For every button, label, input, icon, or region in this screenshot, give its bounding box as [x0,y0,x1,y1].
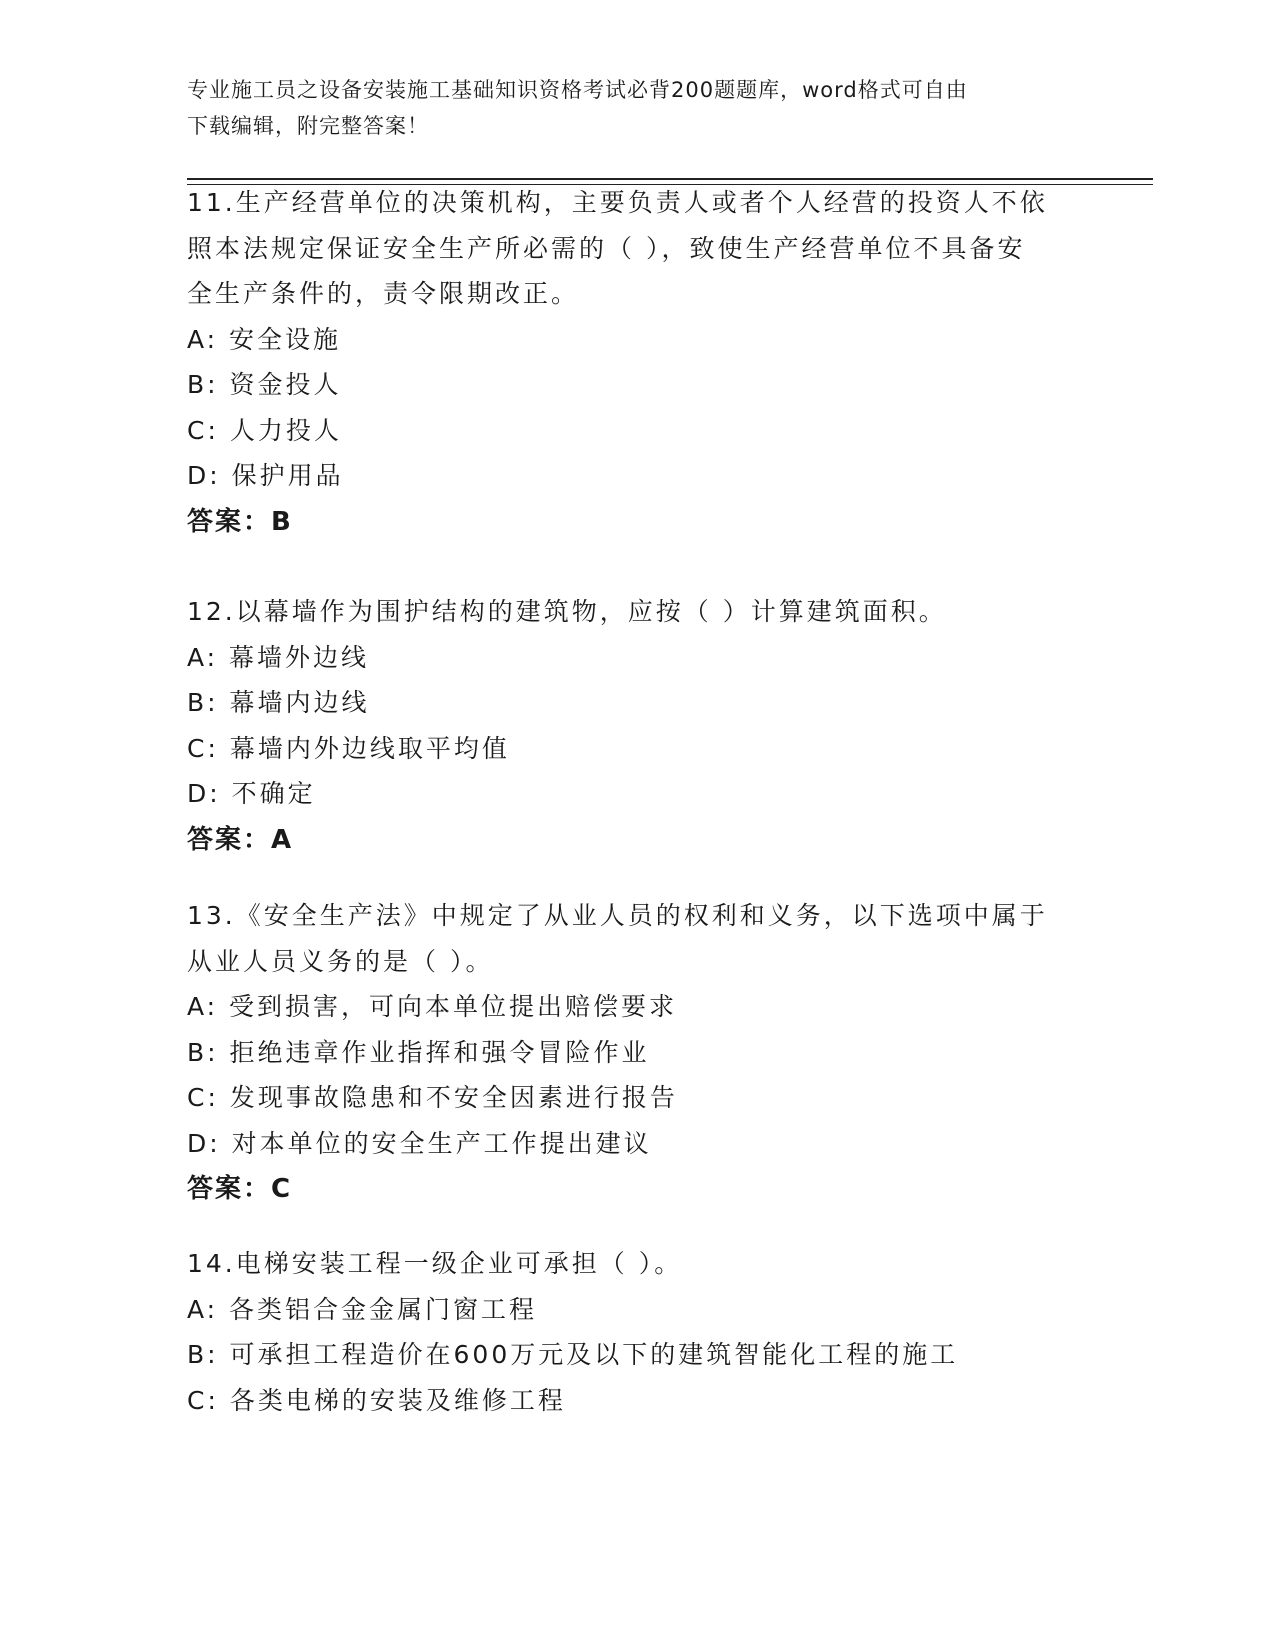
option-b: B: 可承担工程造价在600万元及以下的建筑智能化工程的施工 [187,1340,959,1369]
option-b: B: 资金投人 [187,370,342,399]
option-d: D: 保护用品 [187,461,344,490]
question-stem-line: 13.《安全生产法》中规定了从业人员的权利和义务，以下选项中属于 [187,901,1048,930]
option-c: C: 各类电梯的安装及维修工程 [187,1385,566,1415]
header-line-2: 下载编辑，附完整答案！ [187,114,429,138]
option-a: A: 受到损害，可向本单位提出赔偿要求 [187,992,678,1021]
option-d: D: 对本单位的安全生产工作提出建议 [187,1128,652,1158]
question-stem-line: 11.生产经营单位的决策机构，主要负责人或者个人经营的投资人不依 [187,188,1048,217]
option-d: D: 不确定 [187,779,316,808]
option-b: B: 拒绝违章作业指挥和强令冒险作业 [187,1037,650,1067]
question-stem-line: 12.以幕墙作为围护结构的建筑物，应按（ ）计算建筑面积。 [187,597,947,626]
option-c: C: 幕墙内外边线取平均值 [187,733,510,763]
option-a: A: 幕墙外边线 [187,642,370,672]
answer-label: 答案：C [187,1174,293,1204]
answer-label: 答案：A [187,824,294,855]
header-line-1: 专业施工员之设备安装施工基础知识资格考试必背200题题库，word格式可自由 [187,78,968,102]
option-b: B: 幕墙内边线 [187,688,370,717]
question-13 [187,893,1087,1212]
question-stem-line: 照本法规定保证安全生产所必需的（ ），致使生产经营单位不具备安 [187,233,1026,263]
option-a: A: 各类铝合金金属门窗工程 [187,1294,538,1324]
option-c: C: 人力投人 [187,415,342,445]
question-11 [187,180,1087,545]
option-a: A: 安全设施 [187,324,342,354]
document-header [187,72,1087,144]
question-stem-line: 全生产条件的，责令限期改正。 [187,279,580,308]
question-14 [187,1241,1087,1423]
option-c: C: 发现事故隐患和不安全因素进行报告 [187,1083,678,1112]
question-stem-line: 从业人员义务的是（ ）。 [187,946,494,976]
question-12 [187,589,1087,863]
answer-label: 答案：B [187,506,293,537]
question-stem-line: 14.电梯安装工程一级企业可承担（ ）。 [187,1249,683,1278]
